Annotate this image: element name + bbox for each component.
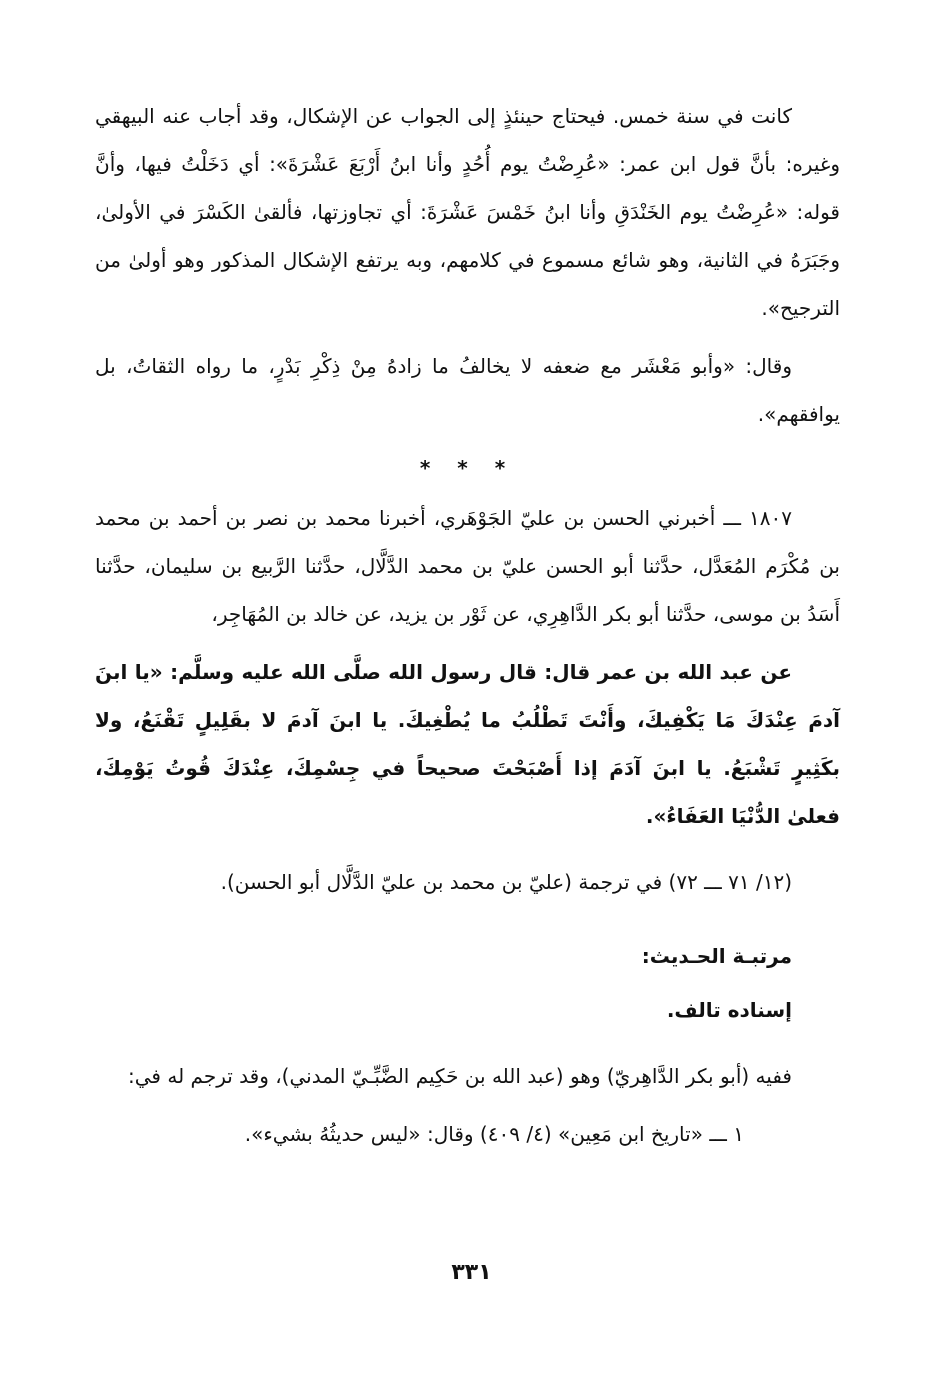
section-heading: مرتبـة الحـديث: — [641, 944, 792, 968]
source-reference: (١٢/ ٧١ ـــ ٧٢) في ترجمة (عليّ بن محمد بن عليّ الدَّلَّال أبو الحسن). — [220, 870, 792, 894]
page-number: ٣٣١ — [451, 1260, 492, 1285]
grading-line: إسناده تالف. — [666, 998, 792, 1022]
page-body — [95, 92, 840, 1158]
paragraph-2: وقال: «وأبو مَعْشَر مع ضعفه لا يخالفُ ما زادهُ مِنْ ذِكْرِ بَدْرٍ، ما رواه الثقاتُ، بل يوافقهم». — [95, 354, 840, 426]
paragraph-1: كانت في سنة خمس. فيحتاج حينئذٍ إلى الجواب عن الإشكال، وقد أجاب عنه البيهقي وغيره: بأنَّ قول ابن عمر: «عُرِضْتُ يوم أُحُدٍ وأنا ابنُ أَرْبَعَ عَشْرَةَ»: أي دَخَلْتُ فيها، وأنَّ قوله: «عُرِضْتُ يوم الخَنْدَقِ وأنا ابنُ خَمْسَ عَشْرَةَ: أي تجاوزتها، فألقىٰ الكَسْرَ في الأولىٰ، وجَبَرَهُ في الثانية، وهو شائع مسموع في كلامهم، وبه يرتفع الإشكال المذكور وهو أولىٰ من الترجيح». — [95, 104, 840, 320]
hadith-text-paragraph: عن عبد الله بن عمر قال: قال رسول الله صلَّى الله عليه وسلَّم: «يا ابنَ آدمَ عِنْدَكَ مَا يَكْفِيكَ، وأَنْتَ تَطْلُبُ ما يُطْغِيكَ. يا ابنَ آدمَ لا بقَلِيلٍ تَقْنَعُ، ولا بكَثِيرٍ تَشْبَعُ. يا ابنَ آدَمَ إذا أَصْبَحْتَ صحيحاً في جِسْمِكَ، عِنْدَكَ قُوتُ يَوْمِكَ، فعلىٰ الدُّنْيَا العَفَاءُ». — [95, 660, 840, 828]
explanation-paragraph: ففيه (أبو بكر الدَّاهِريّ) وهو (عبد الله بن حَكِيم الضَّبِّـيّ المدني)، وقد ترجم له في: — [128, 1064, 792, 1088]
section-separator: * * * — [419, 456, 516, 480]
reference-list-item: ١ ـــ «تاريخ ابن مَعِين» (٤/ ٤٠٩) وقال: «ليس حديثُهُ بشيء». — [244, 1122, 744, 1146]
hadith-chain-paragraph: ١٨٠٧ ـــ أخبرني الحسن بن عليّ الجَوْهَري، أخبرنا محمد بن نصر بن أحمد بن محمد بن مُكْرَم المُعَدَّل، حدَّثنا أبو الحسن عليّ بن محمد الدَّلَّال، حدَّثنا الرَّبيع بن سليمان، حدَّثنا أَسَدُ بن موسى، حدَّثنا أبو بكر الدَّاهِرِي، عن ثَوْر بن يزيد، عن خالد بن المُهَاجِر، — [95, 506, 840, 626]
